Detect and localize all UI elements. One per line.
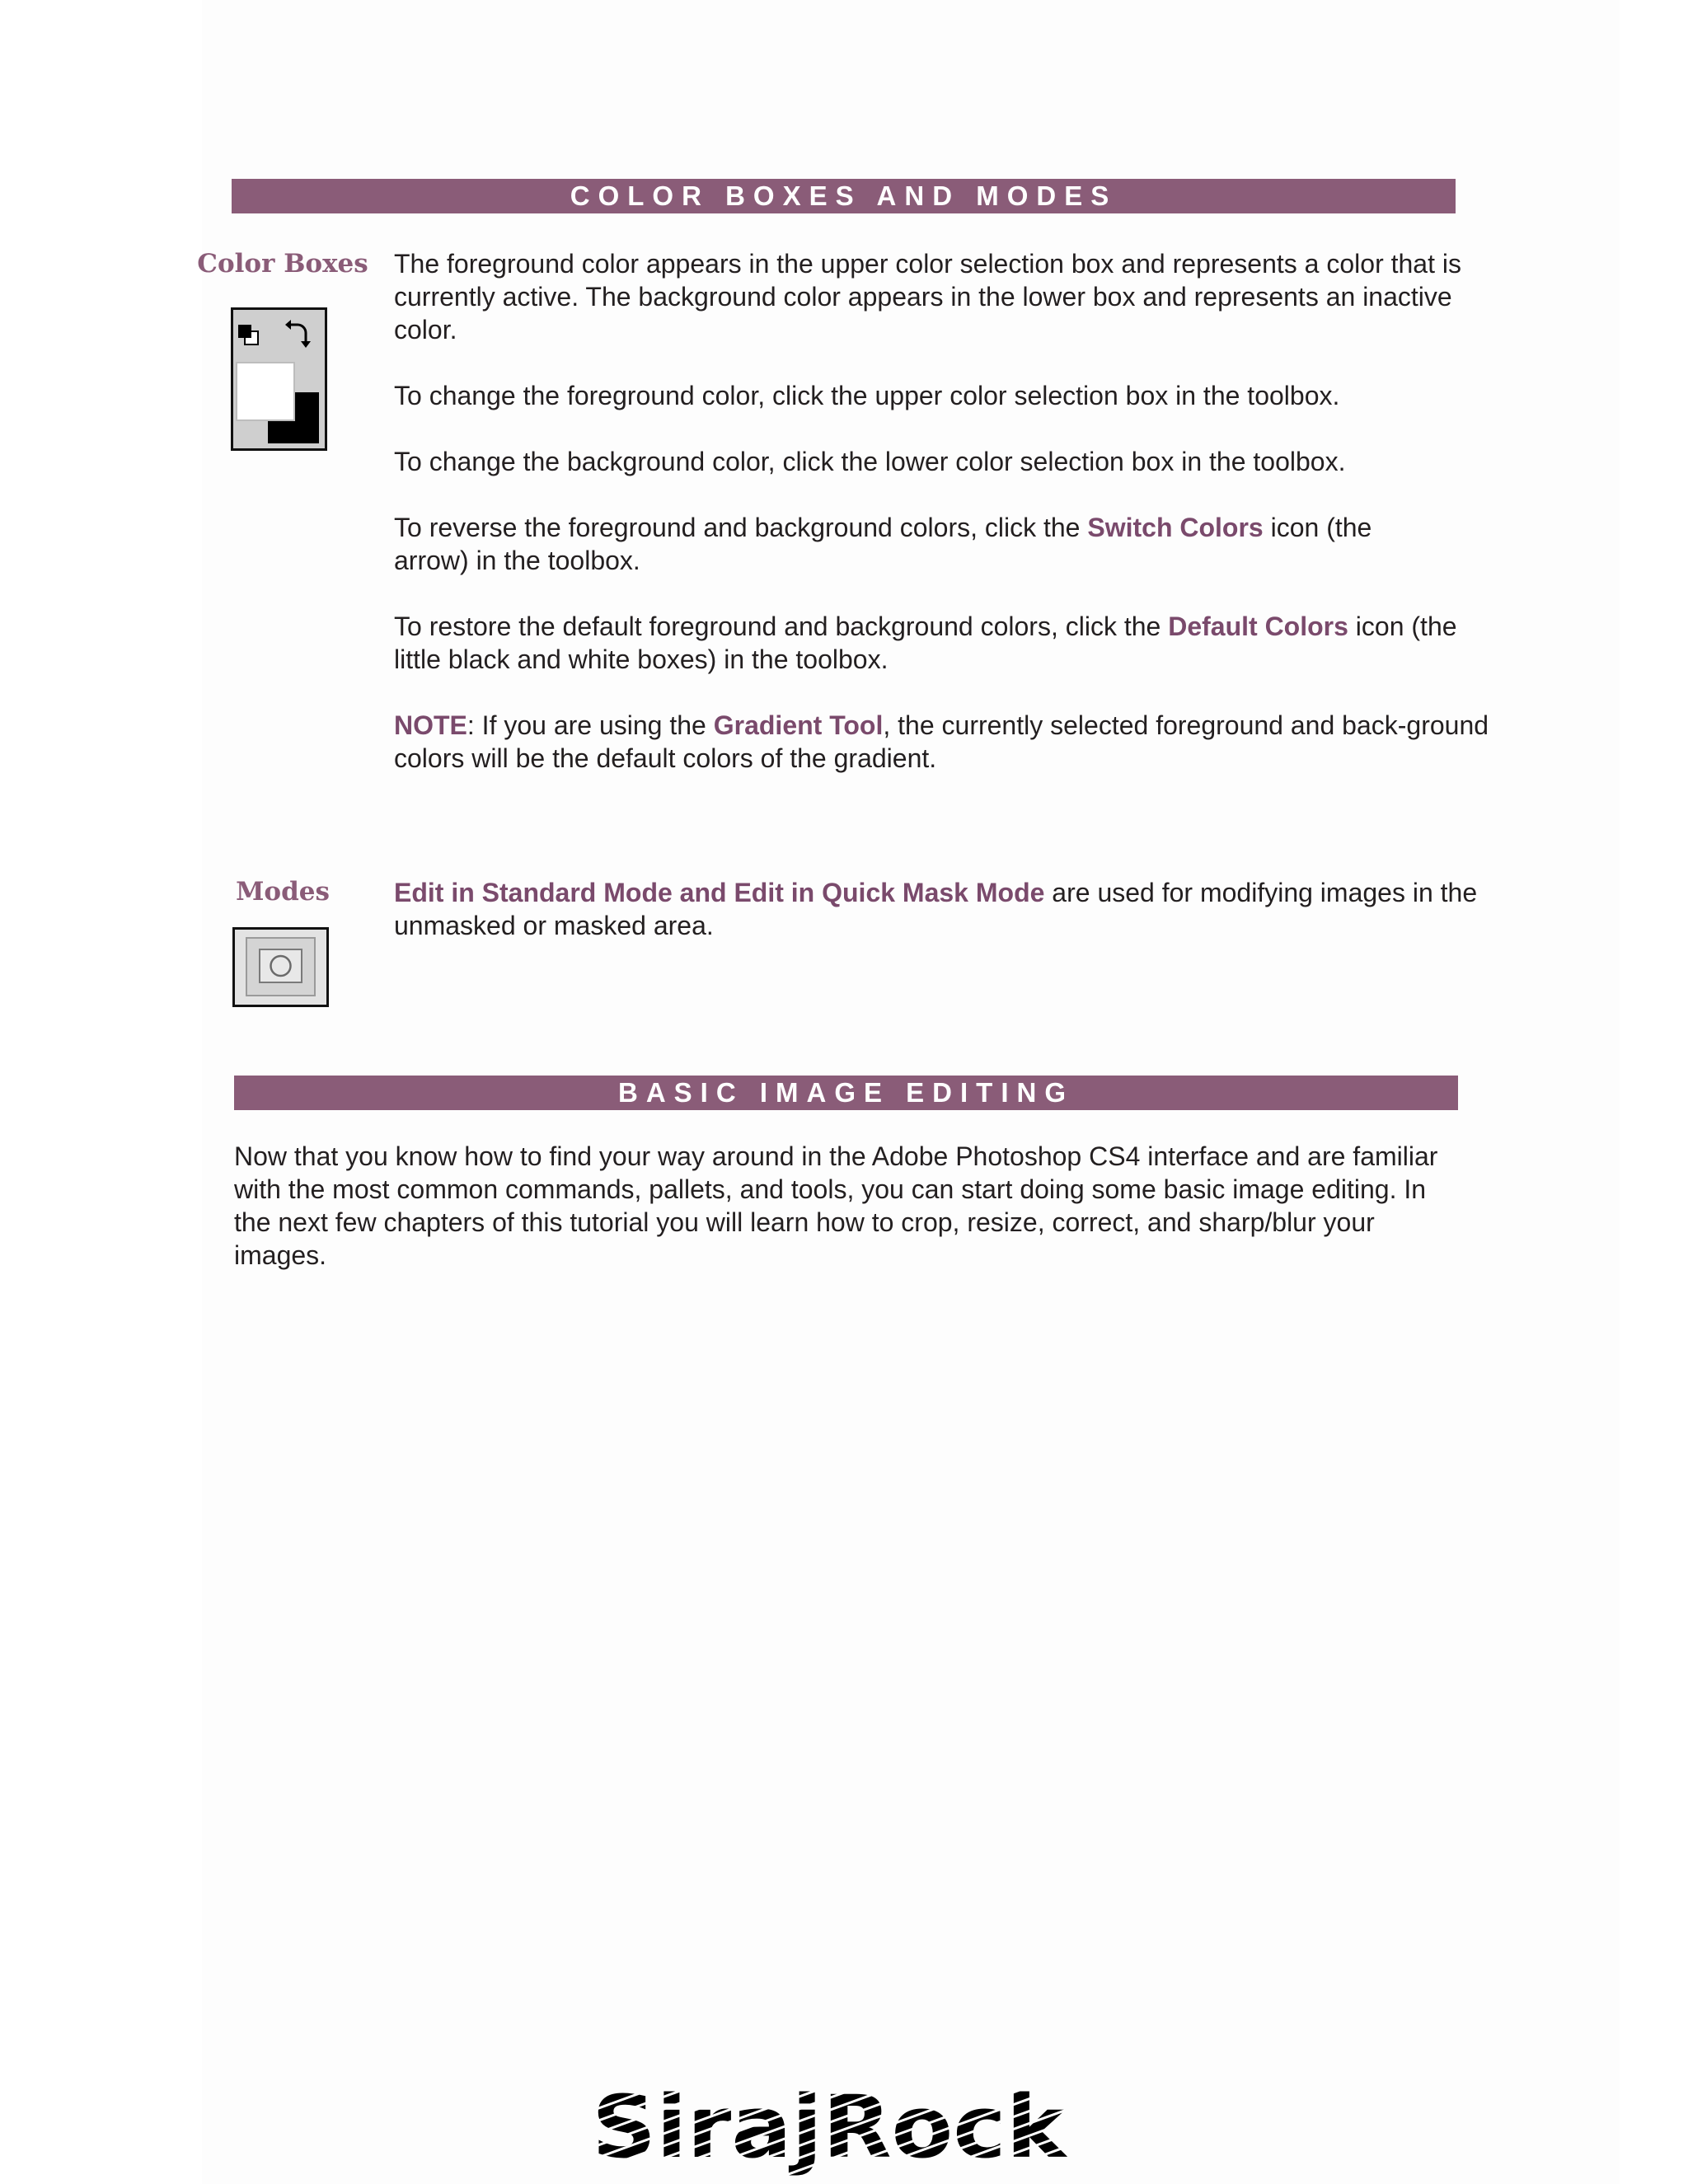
edit-modes-term: Edit in Standard Mode and Edit in Quick Mask Mode [394, 878, 1045, 907]
text: icon (the little black and white boxes) in the toolbox. [394, 612, 1457, 674]
section-header-basic-image-editing: BASIC IMAGE EDITING [234, 1076, 1458, 1110]
basic-editing-text [234, 1140, 1462, 1305]
color-boxes-icon [231, 307, 327, 451]
default-colors-term: Default Colors [1168, 612, 1348, 641]
paragraph: Now that you know how to find your way around in the Adobe Photoshop CS4 interface and are familiar with the most common commands, pallets, and tools, you can start doing some basic image editing. In the next few chapters of this tutorial you will learn how to crop, resize, correct, and sharp/blur your images. [234, 1141, 1438, 1270]
modes-text [394, 876, 1490, 975]
text: , the currently selected foreground and back-ground colors will be the default colors of the gradient. [394, 710, 1489, 773]
text: To restore the default foreground and background colors, click the [394, 612, 1169, 641]
paragraph: The foreground color appears in the upper color selection box and represents a color that is currently active. The background color appears in the lower box and represents an inactive color. [394, 249, 1461, 344]
note-term: NOTE [394, 710, 467, 740]
logo-graphic [592, 2089, 1070, 2180]
text: icon (the arrow) in the toolbox. [394, 513, 1372, 575]
mask-mode-icon [235, 930, 326, 1005]
color-boxes-label: Color Boxes [197, 249, 368, 279]
note-paragraph [394, 709, 1490, 775]
paragraph [394, 511, 1383, 577]
switch-colors-term: Switch Colors [1087, 513, 1264, 542]
quick-mask-mode-icon [232, 927, 329, 1007]
paragraph: To change the background color, click the lower color selection box in the toolbox. [394, 447, 1346, 476]
paragraph [394, 610, 1474, 676]
section-header-color-boxes-and-modes: COLOR BOXES AND MODES [232, 179, 1456, 213]
gradient-tool-term: Gradient Tool [713, 710, 884, 740]
logo-text: SirajRock [592, 2089, 1068, 2177]
text: : If you are using the [467, 710, 714, 740]
paragraph: To change the foreground color, click the upper color selection box in the toolbox. [394, 381, 1340, 410]
modes-label: Modes [236, 877, 330, 907]
color-swatches-icon [233, 310, 325, 448]
text: are used for modifying images in the unmasked or masked area. [394, 878, 1478, 940]
paragraph [394, 876, 1490, 942]
color-boxes-text [394, 247, 1490, 808]
sirajrock-logo [592, 2089, 1070, 2184]
text: To reverse the foreground and background colors, click the [394, 513, 1088, 542]
